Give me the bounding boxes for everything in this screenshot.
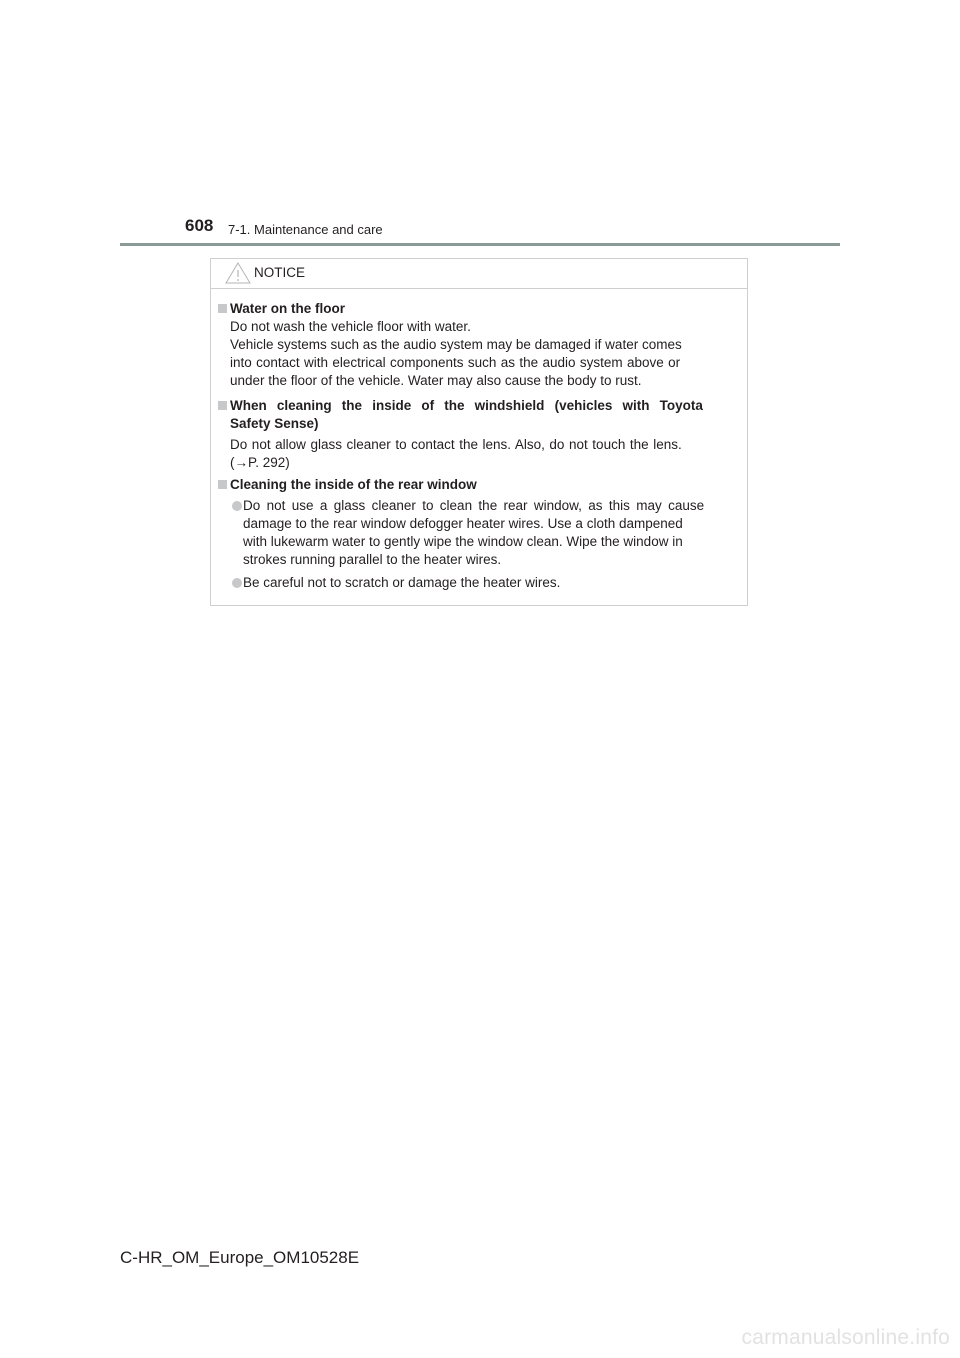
body-line: into contact with electrical components such as the audio system above or [230, 355, 681, 370]
square-bullet-icon [218, 401, 227, 410]
notice-header [211, 259, 747, 289]
body-line: Do not allow glass cleaner to contact the lens. Also, do not touch the lens. [230, 437, 682, 452]
section-heading: Cleaning the inside of the rear window [217, 476, 743, 494]
notice-box [210, 258, 748, 606]
body-line: Vehicle systems such as the audio system may be damaged if water comes [230, 337, 682, 352]
section-heading: When cleaning the inside of the windshield (vehicles with Toyota Safety Sense) [217, 397, 743, 433]
notice-section-rear-window [217, 476, 743, 592]
list-item [217, 574, 743, 592]
body-line: under the floor of the vehicle. Water may also cause the body to rust. [230, 373, 642, 388]
body-line: Do not use a glass cleaner to clean the rear window, as this may cause [243, 498, 705, 513]
section-body [217, 436, 743, 472]
round-bullet-icon [232, 578, 242, 588]
document-id: C-HR_OM_Europe_OM10528E [120, 1248, 360, 1267]
notice-section-windshield [217, 397, 743, 472]
warning-triangle-icon [225, 262, 251, 284]
body-line: with lukewarm water to gently wipe the window clean. Wipe the window in [243, 534, 683, 549]
list-item [217, 497, 743, 569]
body-line: strokes running parallel to the heater wires. [243, 552, 502, 567]
header-divider [120, 243, 840, 246]
section-title: 7-1. Maintenance and care [228, 222, 383, 237]
notice-label: NOTICE [254, 265, 306, 280]
page-number: 608 [185, 216, 214, 235]
body-line: damage to the rear window defogger heater wires. Use a cloth dampened [243, 516, 683, 531]
page-header [120, 214, 840, 246]
notice-section-water-floor [217, 300, 743, 390]
watermark: carmanualsonline.info [741, 1326, 950, 1349]
square-bullet-icon [218, 304, 227, 313]
body-line: Do not wash the vehicle floor with water. [230, 319, 471, 334]
body-line: Be careful not to scratch or damage the heater wires. [243, 575, 561, 590]
section-body [217, 318, 743, 390]
round-bullet-icon [232, 501, 242, 511]
section-heading: Water on the floor [217, 300, 743, 318]
body-line: (→P. 292) [230, 455, 290, 470]
square-bullet-icon [218, 480, 227, 489]
